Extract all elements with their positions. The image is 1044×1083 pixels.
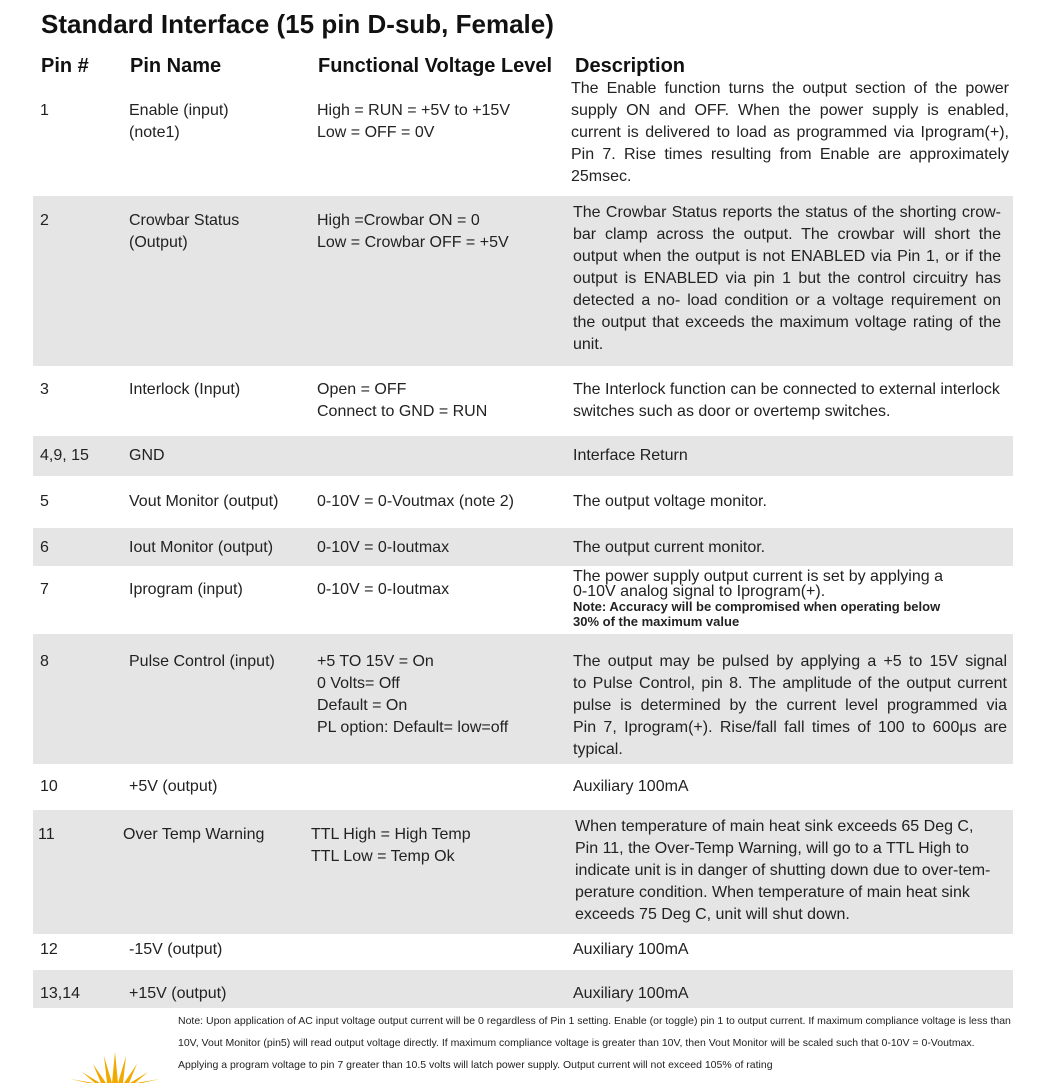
pin-name: +5V (output) (129, 778, 218, 795)
voltage-level: High = RUN = +5V to +15V Low = OFF = 0V (317, 102, 510, 141)
pin-name: Vout Monitor (output) (129, 493, 279, 510)
pin-description: Auxiliary 100mA (573, 941, 689, 958)
footnote: Note: Upon application of AC input voltage output current will be 0 regardless of Pin 1 setting. Enable (or toggle) pin 1 to output current. If maximum compliance voltage is less than 10V, Vout Monitor (pin5) will read output voltage directly. If maximum compliance voltage is greater than 10V, then Vout Monitor will be scaled such that 0-10V = 0-Voutmax. Applying a program voltage to pin 7 greater than 10.5 volts will latch power supply. Output current will not exceed 105% of rating (178, 1015, 1011, 1071)
pin-name: GND (129, 447, 165, 464)
pin-name: Over Temp Warning (123, 826, 265, 843)
table-row (33, 970, 1013, 1008)
table-row (33, 810, 1013, 934)
sunburst-logo-icon (60, 1050, 170, 1083)
pin-number: 2 (40, 212, 49, 229)
header-description: Description (575, 55, 686, 77)
voltage-level: Open = OFF Connect to GND = RUN (317, 381, 488, 420)
header-pin-name: Pin Name (130, 55, 222, 77)
table-row (33, 566, 1013, 632)
voltage-level: +5 TO 15V = On 0 Volts= Off Default = On PL option: Default= low=off (317, 653, 509, 736)
table-row (33, 196, 1013, 366)
table-row (33, 934, 1013, 970)
voltage-level: 0-10V = 0-Ioutmax (317, 581, 450, 598)
pin-number: 8 (40, 653, 49, 670)
page-title: Standard Interface (15 pin D-sub, Female) (41, 9, 554, 39)
pin-number: 5 (40, 493, 49, 510)
pin-description: Auxiliary 100mA (573, 985, 689, 1002)
table-row (33, 366, 1013, 432)
table-row (33, 528, 1013, 566)
pin-number: 11 (38, 826, 55, 843)
pin-number: 10 (40, 778, 58, 795)
pin-description: The power supply output current is set by applying a 0-10V analog signal to Iprogram(+). Note: Accuracy will be compromised when operating below 30% of the maximum value (573, 569, 1013, 629)
header-voltage-level: Functional Voltage Level (318, 55, 553, 77)
pin-description: The output voltage monitor. (573, 493, 767, 510)
voltage-level: High =Crowbar ON = 0 Low = Crowbar OFF = +5V (317, 212, 509, 251)
pin-name: Enable (input) (note1) (129, 102, 229, 141)
pin-number: 13,14 (40, 985, 81, 1002)
pin-description: Auxiliary 100mA (573, 778, 689, 795)
pin-description: The Enable function turns the output section of the power supply ON and OFF. When the power supply is enabled, current is delivered to load as programmed via Iprogram(+), Pin 7. Rise times resulting from Enable are approximately 25msec. (571, 80, 1009, 185)
voltage-level: TTL High = High Temp TTL Low = Temp Ok (311, 826, 471, 865)
pin-number: 6 (40, 539, 49, 556)
pin-name: +15V (output) (129, 985, 227, 1002)
pin-number: 7 (40, 581, 49, 598)
voltage-level: 0-10V = 0-Voutmax (note 2) (317, 493, 514, 510)
pin-number: 3 (40, 381, 49, 398)
voltage-level: 0-10V = 0-Ioutmax (317, 539, 450, 556)
header-pin: Pin # (41, 55, 89, 77)
pin-description: Interface Return (573, 447, 688, 464)
pin-name: Iout Monitor (output) (129, 539, 274, 556)
pin-description: When temperature of main heat sink exceeds 65 Deg C, Pin 11, the Over-Temp Warning, will go to a TTL High to indicate unit is in danger of shutting down due to over-tem- perature condition. When temperature of main heat sink exceeds 75 Deg C, unit will shut down. (575, 818, 991, 923)
pin-number: 12 (40, 941, 58, 958)
pin-name: Crowbar Status (Output) (129, 212, 240, 251)
table-row (33, 634, 1013, 764)
pin-description: The Interlock function can be connected to external interlock switches such as door or overtemp switches. (573, 381, 1000, 420)
pin-description: The output current monitor. (573, 539, 766, 556)
accuracy-note: Note: Accuracy will be compromised when operating below (573, 599, 941, 614)
pin-description: The Crowbar Status reports the status of the shorting crow- bar clamp across the output. The crowbar will short the output when the output is not ENABLED via Pin 1, or if the output is ENABLED via pin 1 but the control circuitry has detected a no- load condition or a voltage requirement on the output that exceeds the maximum voltage rating of the unit. (573, 204, 1001, 353)
pin-number: 1 (40, 102, 49, 119)
pin-name: Iprogram (input) (129, 581, 243, 598)
pin-name: Pulse Control (input) (129, 653, 275, 670)
table-row (33, 480, 1013, 524)
table-row (33, 78, 1013, 190)
table-row (33, 766, 1013, 808)
pin-name: Interlock (Input) (129, 381, 241, 398)
table-row (33, 436, 1013, 476)
pin-number: 4,9, 15 (40, 447, 89, 464)
pin-name: -15V (output) (129, 941, 223, 958)
pin-description: The output may be pulsed by applying a +5 to 15V signal to Pulse Control, pin 8. The amplitude of the output current pulse is determined by the current level programmed via Pin 7, Iprogram(+). Rise/fall fall times of 100 to 600μs are typical. (573, 653, 1007, 758)
